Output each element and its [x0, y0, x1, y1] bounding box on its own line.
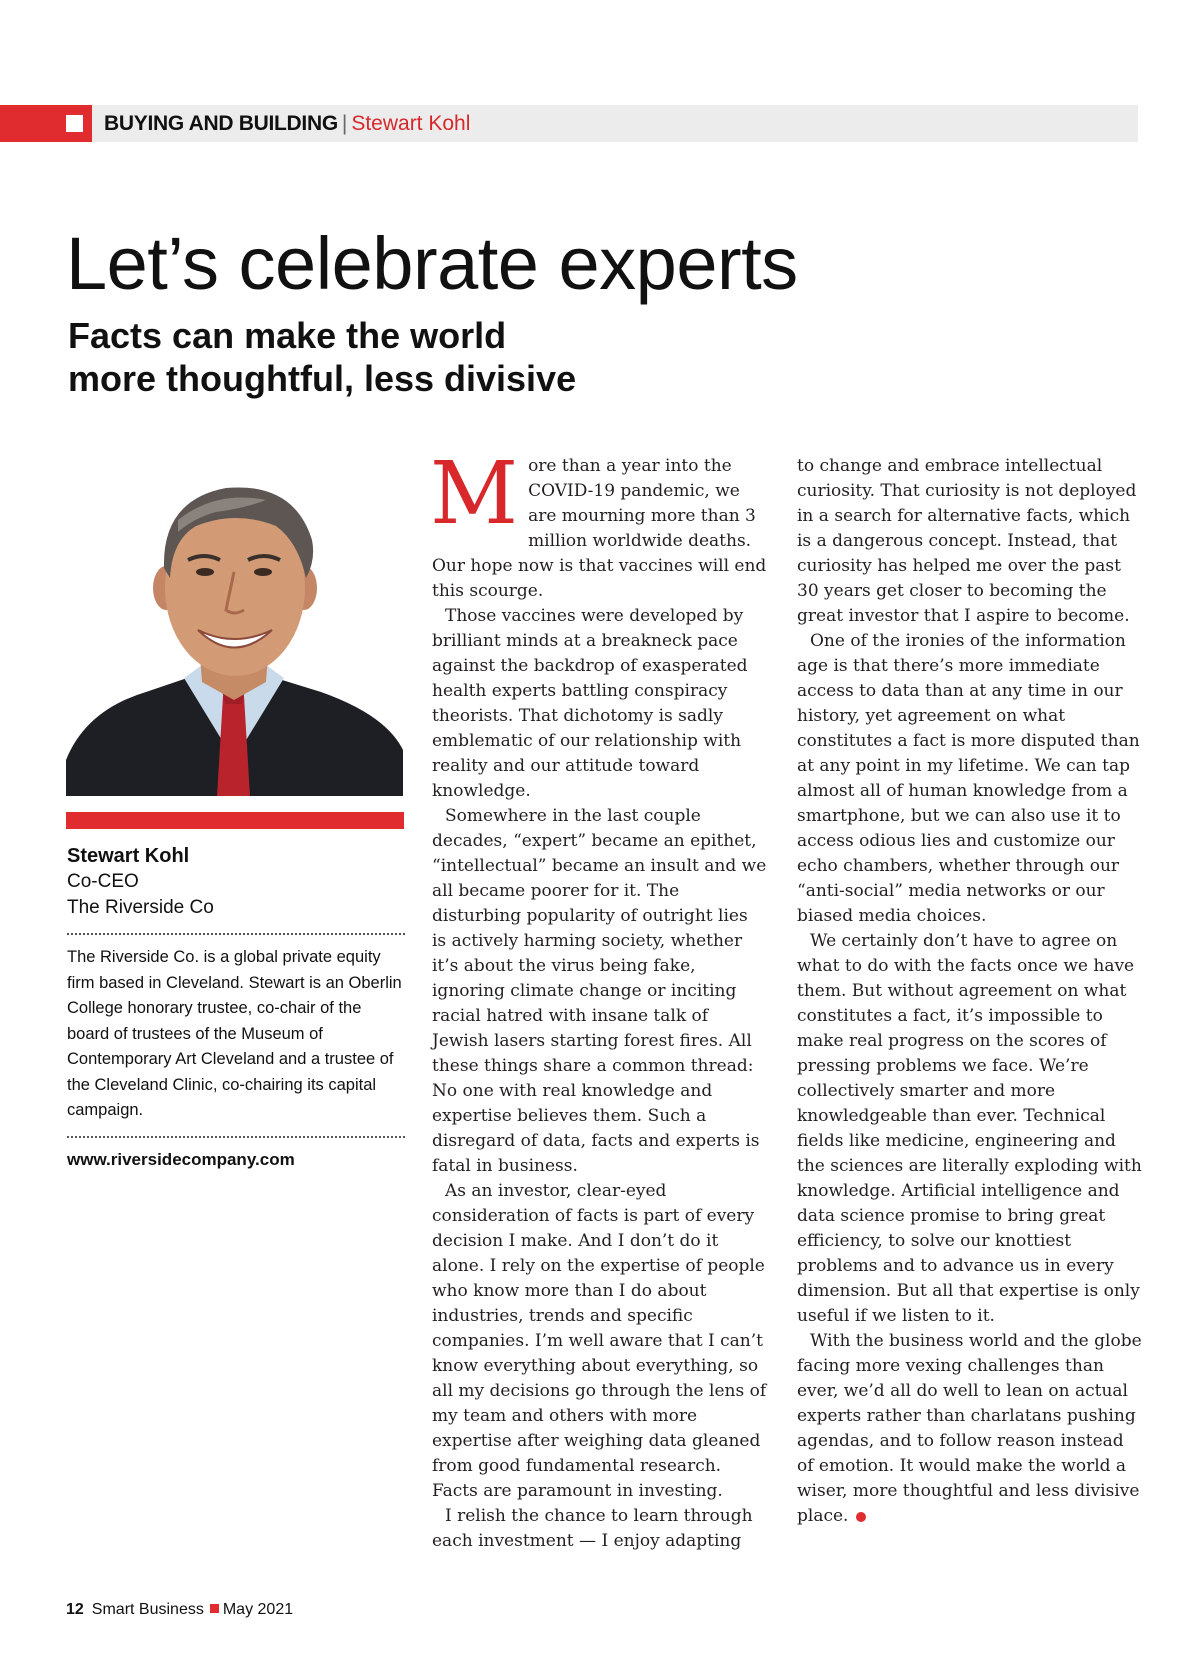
- article-column-1: [430, 444, 767, 1554]
- author-bio: [67, 843, 405, 1172]
- company-website-link[interactable]: www.riversidecompany.com: [67, 1149, 295, 1169]
- paragraph-text: ore than a year into the COVID-19 pandemic, we are mourning more than 3 million worldwide deaths. Our hope now is that vaccines will end this scourge.: [432, 456, 767, 601]
- author-portrait-image: [66, 460, 403, 796]
- footer-square-icon: [210, 1604, 219, 1613]
- header-author: Stewart Kohl: [351, 112, 471, 135]
- article-paragraph: As an investor, clear-eyed consideration of facts is part of every decision I make. And I don’t do it alone. I rely on the expertise of people who know more than I do about industries, trends and specific companies. I’m well aware that I can’t know everything about everything, so all my decisions go through the lens of my team and others with more expertise after weighing data gleaned from good fundamental research. Facts are paramount in investing.: [432, 1181, 767, 1501]
- article-paragraph: Those vaccines were developed by brilliant minds at a breakneck pace against the backdrop of exasperated health experts battling conspiracy theorists. That dichotomy is sadly emblematic of our relationship with reality and our attitude toward knowledge.: [432, 606, 748, 801]
- article-column-2: [797, 454, 1142, 1529]
- article-headline: Let’s celebrate experts: [66, 222, 798, 305]
- bio-divider: [67, 1136, 405, 1138]
- drop-cap: M: [430, 444, 519, 544]
- bio-title: Co-CEO: [67, 871, 139, 892]
- subheadline-line: Facts can make the world: [68, 315, 507, 356]
- article-paragraph: We certainly don’t have to agree on what to do with the facts once we have them. But without agreement on what constitutes a fact, it’s impossible to make real progress on the scores of pressing problems we face. We’re collectively smarter and more knowledgeable than ever. Technical fields like medicine, engineering and the sciences are literally exploding with knowledge. Artificial intelligence and data science promise to bring great efficiency, to solve our knottiest problems and to advance us in every dimension. But all that expertise is only useful if we listen to it.: [797, 931, 1142, 1326]
- article-paragraph: Somewhere in the last couple decades, “expert” became an epithet, “intellectual” became an insult and we all became poorer for it. The disturbing popularity of outright lies is actively harming society, whether it’s about the virus being fake, ignoring climate change or inciting racial hatred with insane talk of Jewish lasers starting forest fires. All these things share a common thread: No one with real knowledge and expertise believes them. Such a disregard of data, facts and experts is fatal in business.: [432, 806, 767, 1176]
- page-number: 12: [66, 1601, 84, 1618]
- bio-description: The Riverside Co. is a global private equity firm based in Cleveland. Stewart is an Oberlin College honorary trustee, co-chair of the board of trustees of the Museum of Contemporary Art Cleveland and a trustee of the Cleveland Clinic, co-chairing its capital campaign.: [67, 948, 402, 1119]
- article-paragraph: [797, 1329, 1142, 1529]
- section-header-text: [104, 105, 470, 142]
- section-header-bar: [0, 105, 1138, 142]
- header-accent-block: [0, 105, 92, 142]
- bio-divider: [67, 933, 405, 935]
- author-photo: [66, 460, 403, 796]
- article-paragraph: to change and embrace intellectual curiosity. That curiosity is not deployed in a search for alternative facts, which is a dangerous concept. Instead, that curiosity has helped me over the past 30 years get closer to becoming the great investor that I aspire to become.: [797, 456, 1137, 626]
- section-name: BUYING AND BUILDING: [104, 112, 338, 135]
- bio-company: The Riverside Co: [67, 897, 214, 918]
- page-footer: [66, 1598, 293, 1622]
- article-paragraph: I relish the chance to learn through each investment — I enjoy adapting: [432, 1506, 753, 1551]
- subheadline-line: more thoughtful, less divisive: [68, 358, 577, 399]
- issue-date: May 2021: [222, 1601, 294, 1618]
- article-paragraph: One of the ironies of the information age is that there’s more immediate access to data than at any time in our history, yet agreement on what constitutes a fact is more disputed than at any point in my lifetime. We can tap almost all of human knowledge from a smartphone, but we can also use it to access odious lies and customize our echo chambers, whether through our “anti-social” media networks or our biased media choices.: [797, 631, 1140, 926]
- bio-accent-rule: [66, 812, 404, 829]
- end-mark-icon: [856, 1512, 866, 1522]
- publication-name: Smart Business: [91, 1601, 204, 1618]
- article-subheadline: [68, 314, 768, 400]
- header-separator: |: [341, 112, 348, 135]
- paragraph-text: With the business world and the globe facing more vexing challenges than ever, we’d all do well to lean on actual experts rather than charlatans pushing agendas, and to follow reason instead of emotion. It would make the world a wiser, more thoughtful and less divisive place.: [797, 1331, 1142, 1526]
- header-square-icon: [66, 115, 83, 132]
- bio-name: Stewart Kohl: [67, 845, 190, 867]
- article-paragraph: [430, 444, 767, 604]
